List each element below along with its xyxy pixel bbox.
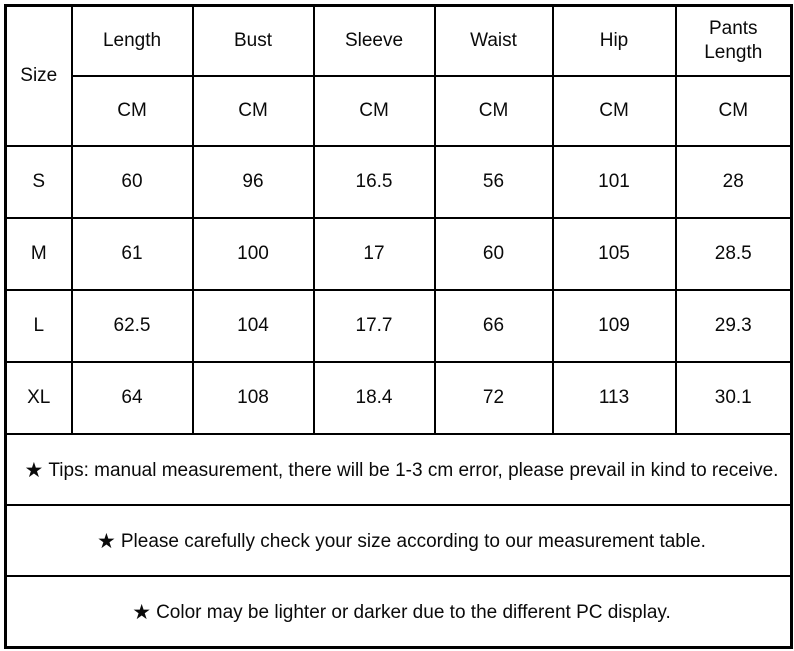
- unit-row: [6, 76, 792, 146]
- value-cell-sleeve: 17: [314, 218, 435, 290]
- note-cell: [6, 576, 792, 648]
- column-header-bust: Bust: [193, 6, 314, 77]
- table-row-xl: [6, 362, 792, 434]
- value-cell-length: 62.5: [72, 290, 193, 362]
- note-cell: [6, 505, 792, 576]
- value-cell-pants-length: 29.3: [676, 290, 792, 362]
- note-text: Color may be lighter or darker due to the different PC display.: [156, 602, 671, 623]
- note-row-color-display: [6, 576, 792, 648]
- size-chart-table: [4, 4, 793, 649]
- note-row-check-size: [6, 505, 792, 576]
- value-cell-bust: 96: [193, 146, 314, 218]
- value-cell-sleeve: 17.7: [314, 290, 435, 362]
- value-cell-waist: 66: [435, 290, 553, 362]
- star-icon: ★: [24, 459, 44, 482]
- star-icon: ★: [97, 530, 116, 553]
- unit-cell-bust: CM: [193, 76, 314, 146]
- table-row-m: [6, 218, 792, 290]
- value-cell-waist: 72: [435, 362, 553, 434]
- column-header-sleeve: Sleeve: [314, 6, 435, 77]
- value-cell-hip: 105: [553, 218, 676, 290]
- value-cell-sleeve: 16.5: [314, 146, 435, 218]
- table-header-row: [6, 6, 792, 77]
- value-cell-waist: 60: [435, 218, 553, 290]
- value-cell-bust: 108: [193, 362, 314, 434]
- value-cell-hip: 101: [553, 146, 676, 218]
- value-cell-length: 60: [72, 146, 193, 218]
- size-cell: S: [6, 146, 72, 218]
- column-header-waist: Waist: [435, 6, 553, 77]
- column-header-pants-length: Pants Length: [676, 6, 792, 77]
- star-icon: ★: [132, 601, 152, 624]
- size-cell: L: [6, 290, 72, 362]
- table-row-l: [6, 290, 792, 362]
- value-cell-length: 64: [72, 362, 193, 434]
- unit-cell-length: CM: [72, 76, 193, 146]
- value-cell-hip: 113: [553, 362, 676, 434]
- column-header-hip: Hip: [553, 6, 676, 77]
- value-cell-pants-length: 30.1: [676, 362, 792, 434]
- value-cell-bust: 104: [193, 290, 314, 362]
- unit-cell-pants-length: CM: [676, 76, 792, 146]
- unit-cell-waist: CM: [435, 76, 553, 146]
- table-row-s: [6, 146, 792, 218]
- note-text: Please carefully check your size according to our measurement table.: [120, 531, 706, 552]
- size-cell: XL: [6, 362, 72, 434]
- size-header-cell: Size: [6, 6, 72, 147]
- value-cell-bust: 100: [193, 218, 314, 290]
- value-cell-hip: 109: [553, 290, 676, 362]
- value-cell-pants-length: 28.5: [676, 218, 792, 290]
- size-cell: M: [6, 218, 72, 290]
- note-row-tips: [6, 434, 792, 505]
- column-header-length: Length: [72, 6, 193, 77]
- value-cell-waist: 56: [435, 146, 553, 218]
- value-cell-length: 61: [72, 218, 193, 290]
- note-cell: [6, 434, 792, 505]
- unit-cell-sleeve: CM: [314, 76, 435, 146]
- value-cell-sleeve: 18.4: [314, 362, 435, 434]
- note-text: Tips: manual measurement, there will be 1-3 cm error, please prevail in kind to receive.: [48, 460, 779, 481]
- value-cell-pants-length: 28: [676, 146, 792, 218]
- unit-cell-hip: CM: [553, 76, 676, 146]
